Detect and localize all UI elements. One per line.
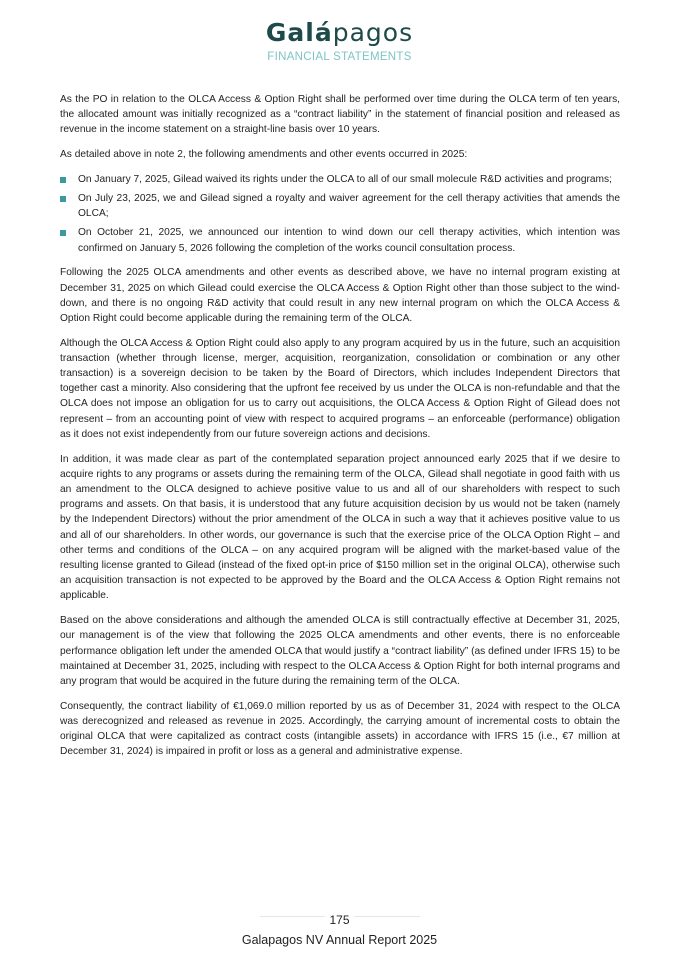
list-item-text: On October 21, 2025, we announced our intention to wind down our cell therapy activities, which intention was confirmed on January 5, 2026 following the completion of the works council consultation process. (78, 227, 620, 254)
bullet-square-icon (60, 196, 66, 202)
company-logo (0, 18, 679, 48)
bullet-square-icon (60, 177, 66, 183)
logo-light-part: pagos (332, 18, 414, 47)
report-title: Galapagos NV Annual Report 2025 (241, 933, 438, 947)
document-body (60, 92, 620, 769)
paragraph-amendments-intro: As detailed above in note 2, the following amendments and other events occurred in 2025: (60, 149, 468, 161)
amendments-list (60, 172, 620, 256)
paragraph-separation-project: In addition, it was made clear as part of the contemplated separation project announced early 2025 that if we desire to acquire rights to any programs or assets during the remaining term of the OLCA, Gilead shall negotiate in good faith with us an amendment to the OLCA designed to achieve positive value to us and all of our shareholders with respect to such programs and assets. On that basis, it is understood that any future acquisition decision by us would not be taken (namely by the Independent Directors) without the prior amendment of the OLCA in such a way that it achieves positive value to us and all of our shareholders. In other words, our governance is such that the exercise price of the OLCA Option Right – and other terms and conditions of the OLCA – on any acquired program will be aligned with the market-based value of the resulting license granted to Gilead (instead of the fixed opt-in price of $150 million set in the original OLCA), otherwise such an acquisition transaction is not expected to be approved by the Board and the OLCA Access & Option Right remains not applicable. (60, 453, 620, 602)
list-item (60, 191, 620, 221)
paragraph-acquired-programs: Although the OLCA Access & Option Right could also apply to any program acquired by us in the future, such an acquisition transaction (whether through license, merger, acquisition, reorganization, consolidation or combination or any other transaction) is a sovereign decision to be taken by the Board of Directors, which includes Independent Directors that together cast a minority. Also considering that the upfront fee received by us under the OLCA is non-refundable and that the OLCA does not impose an obligation for us to carry out acquisitions, the OLCA Access & Option Right of Gilead does not represent – from an accounting point of view with respect to acquired programs – an enforceable (performance) obligation as it does not exist independently from our future sovereign actions and decisions. (60, 337, 620, 440)
page-footer (0, 910, 679, 947)
section-title: FINANCIAL STATEMENTS (267, 51, 412, 63)
list-item (60, 172, 620, 187)
page-header (0, 18, 679, 63)
paragraph-po-allocation: As the PO in relation to the OLCA Access & Option Right shall be performed over time during the OLCA term of ten years, the allocated amount was initially recognized as a “contract liability” in the statement of financial position and released as revenue in the income statement on a straight-line basis over 10 years. (60, 94, 620, 136)
paragraph-no-internal-program: Following the 2025 OLCA amendments and other events as described above, we have no internal program existing at December 31, 2025 on which Gilead could exercise the OLCA Access & Option Right other than those subject to the wind-down, and there is no ongoing R&D activity that could result in any new internal program on which the OLCA Access & Option Right could become applicable during the remaining term of the OLCA. (60, 267, 620, 324)
logo-bold-part: Galá (265, 18, 333, 47)
page-number: 175 (325, 913, 353, 927)
paragraph-consequently: Consequently, the contract liability of €1,069.0 million reported by us as of December 31, 2024 with respect to the OLCA was derecognized and released as revenue in 2025. Accordingly, the carrying amount of incremental costs to obtain the original OLCA that were capitalized as contract costs (intangible assets) in accordance with IFRS 15 (i.e., €7 million at December 31, 2024) is impaired in profit or loss as a general and administrative expense. (60, 700, 620, 758)
list-item-text: On January 7, 2025, Gilead waived its rights under the OLCA to all of our small molecule R&D activities and programs; (78, 173, 612, 185)
list-item-text: On July 23, 2025, we and Gilead signed a royalty and waiver agreement for the cell therapy activities that amends the OLCA; (78, 193, 620, 220)
bullet-square-icon (60, 230, 66, 236)
list-item (60, 225, 620, 255)
paragraph-management-view: Based on the above considerations and although the amended OLCA is still contractually effective at December 31, 2025, our management is of the view that following the 2025 OLCA amendments and other events, there is no enforceable performance obligation left under the amended OLCA that would justify a “contract liability” (as defined under IFRS 15) to be maintained at December 31, 2025, including with respect to the OLCA Access & Option Right for both internal programs and any program that would be acquired in the future during the remaining term of the OLCA. (60, 615, 620, 687)
